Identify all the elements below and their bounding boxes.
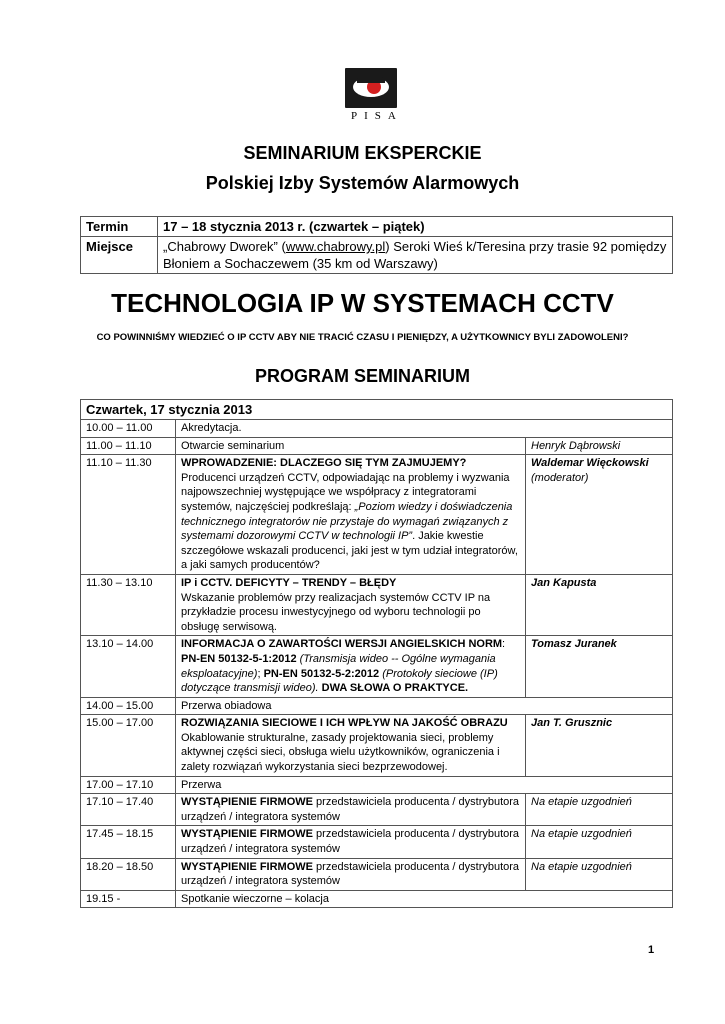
speaker-cell: Tomasz Juranek [526,636,673,697]
time-cell: 14.00 – 15.00 [81,697,176,715]
time-cell: 19.15 - [81,890,176,908]
speaker-cell: Jan T. Grusznic [526,715,673,776]
desc-cell [176,826,526,858]
table-row [81,794,673,826]
seminar-subtitle: Polskiej Izby Systemów Alarmowych [205,173,520,193]
miejsce-row [81,237,673,274]
desc-cell [176,858,526,890]
separator: ; [257,667,264,680]
main-title: TECHNOLOGIA IP W SYSTEMACH CCTV [111,288,614,318]
table-row [81,455,673,575]
desc-cell [176,574,526,635]
norm-2-desc: (Protokoły sieciowe (IP) dotyczące transmisji wideo). [181,667,498,695]
venue-link[interactable]: www.chabrowy.pl [285,239,386,254]
time-cell: 15.00 – 17.00 [81,715,176,776]
session-body: przedstawiciela producenta / dystrybutora urządzeń / integratora systemów [181,828,520,856]
termin-value: 17 – 18 stycznia 2013 r. (czwartek – piątek) [158,217,673,237]
session-body: Wskazanie problemów przy realizacjach systemów CCTV IP na przykładzie procesu inwestycyjnego od wyboru technologii po obsługę serwisową. [181,591,491,633]
speaker-cell [526,455,673,575]
desc-cell [176,715,526,776]
time-cell: 17.10 – 17.40 [81,794,176,826]
speaker-cell: Henryk Dąbrowski [526,437,673,455]
table-row [81,826,673,858]
table-row [81,574,673,635]
time-cell: 13.10 – 14.00 [81,636,176,697]
speaker-name: Waldemar Więckowski [531,457,649,470]
termin-row [81,217,673,237]
session-body: Producenci urządzeń CCTV, odpowiadając na problemy i wyzwania najpowszechniej występujące we współpracy z integratorami systemów, najczęściej podkreślają: [181,471,510,513]
session-heading: IP i CCTV. DEFICYTY – TRENDY – BŁĘDY [181,576,397,589]
speaker-note: (moderator) [531,471,589,484]
logo-text: PISA [351,110,403,122]
day-header-row [81,400,673,420]
table-row [81,437,673,455]
desc-cell: Akredytacja. [176,420,673,438]
session-heading: WYSTĄPIENIE FIRMOWE [181,860,313,873]
table-row [81,776,673,794]
session-body: przedstawiciela producenta / dystrybutora urządzeń / integratora systemów [181,860,520,888]
time-cell: 17.45 – 18.15 [81,826,176,858]
time-cell: 11.00 – 11.10 [81,437,176,455]
seminar-title: SEMINARIUM EKSPERCKIE [243,143,482,163]
miejsce-label: Miejsce [81,237,158,274]
desc-cell: Przerwa [176,776,673,794]
session-body: Okablowanie strukturalne, zasady projektowania sieci, problemy aktywnej części sieci, obsługa wielu użytkowników, ograniczenia i zalety rozwiązań wykorzystania sieci bezprzewodowej. [181,731,500,774]
eye-icon [345,68,397,108]
main-subtitle: CO POWINNIŚMY WIEDZIEĆ O IP CCTV ABY NIE TRACIĆ CZASU I PIENIĘDZY, A UŻYTKOWNICY BYLI ZADOWOLENI? [96,332,629,343]
desc-cell [176,636,526,697]
speaker-cell: Jan Kapusta [526,574,673,635]
colon: : [502,638,506,651]
table-row [81,697,673,715]
table-row [81,858,673,890]
session-heading: ROZWIĄZANIA SIECIOWE I ICH WPŁYW NA JAKOŚĆ OBRAZU [181,717,508,730]
time-cell: 10.00 – 11.00 [81,420,176,438]
session-heading: WYSTĄPIENIE FIRMOWE [181,796,313,809]
page-number: 1 [648,944,655,956]
desc-cell [176,794,526,826]
table-row [81,715,673,776]
time-cell: 11.10 – 11.30 [81,455,176,575]
norm-1: PN-EN 50132-5-1:2012 [181,652,297,665]
desc-cell: Przerwa obiadowa [176,697,673,715]
table-row [81,420,673,438]
session-body-end: . Jakie kwestie szczegółowe wskazali producenci, jaki jest w tym udział integratorów, a jaki samych producentów? [181,530,518,572]
table-row [81,636,673,697]
session-heading: WPROWADZENIE: DLACZEGO SIĘ TYM ZAJMUJEMY? [181,457,467,470]
norm-1-desc: (Transmisja wideo -- Ogólne wymagania eksploatacyjne) [181,652,496,680]
table-row [81,890,673,908]
session-quote: „Poziom wiedzy i doświadczenia technicznego integratorów nie przystaje do wymagań związanych z systemami dozorowymi CCTV w technologii IP” [181,500,513,543]
day-header: Czwartek, 17 stycznia 2013 [81,400,673,420]
miejsce-text-pre: „Chabrowy Dworek” ( [163,239,286,254]
speaker-cell: Na etapie uzgodnień [526,858,673,890]
desc-cell [176,455,526,575]
session-body: przedstawiciela producenta / dystrybutora urządzeń / integratora systemów [181,796,520,823]
desc-cell: Otwarcie seminarium [176,437,526,455]
practice-note: DWA SŁOWA O PRAKTYCE. [318,682,469,695]
time-cell: 18.20 – 18.50 [81,858,176,890]
session-heading: WYSTĄPIENIE FIRMOWE [181,828,313,841]
time-cell: 11.30 – 13.10 [81,574,176,635]
pisa-logo [345,68,403,122]
speaker-cell: Na etapie uzgodnień [526,794,673,826]
info-table [80,216,673,274]
norm-2: PN-EN 50132-5-2:2012 [263,667,380,680]
miejsce-value [158,237,673,274]
program-title: PROGRAM SEMINARIUM [255,366,470,386]
termin-label: Termin [81,217,158,237]
program-table [80,399,673,908]
miejsce-text-post: ) Seroki Wieś k/Teresina przy trasie 92 pomiędzy Błoniem a Sochaczewem (35 km od Warszawy) [163,239,667,271]
session-heading: INFORMACJA O ZAWARTOŚCI WERSJI ANGIELSKICH NORM [181,638,503,651]
desc-cell: Spotkanie wieczorne – kolacja [176,890,673,908]
time-cell: 17.00 – 17.10 [81,776,176,794]
speaker-cell: Na etapie uzgodnień [526,826,673,858]
